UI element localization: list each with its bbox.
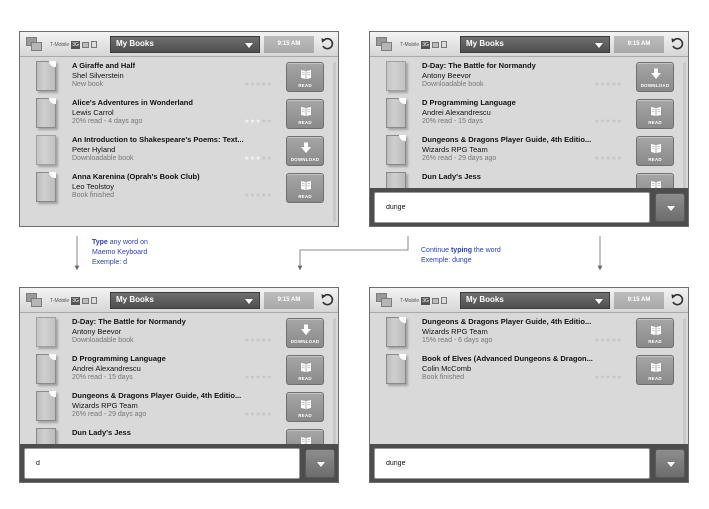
book-title: An Introduction to Shakespeare's Poems: Text... — [72, 135, 244, 144]
action-button-label: DOWNLOAD — [640, 83, 670, 88]
star-icon: ★ — [266, 193, 273, 199]
search-input[interactable] — [24, 448, 300, 479]
search-dropdown-button[interactable] — [655, 449, 685, 478]
chevron-down-icon — [595, 299, 603, 304]
book-cover — [386, 98, 406, 128]
star-icon: ★ — [244, 375, 250, 381]
volume-icon — [441, 41, 447, 48]
book-author: Leo Teolstoy — [72, 182, 114, 191]
action-button-label: READ — [298, 120, 312, 125]
task-switcher-icon[interactable] — [26, 37, 44, 52]
app-title-dropdown[interactable] — [110, 36, 260, 53]
download-button[interactable] — [286, 318, 324, 348]
status-bar — [20, 32, 338, 57]
read-button[interactable] — [636, 355, 674, 385]
scrollbar[interactable] — [333, 62, 336, 222]
book-title: A Giraffe and Half — [72, 61, 136, 70]
star-icon: ★ — [255, 338, 262, 344]
book-author: Shel Silverstein — [72, 71, 124, 80]
annotation-text: Continue — [421, 247, 451, 254]
open-book-icon — [650, 323, 662, 335]
status-bar — [370, 288, 688, 313]
clock: 9:15 AM — [614, 292, 664, 309]
star-icon: ★ — [599, 119, 606, 125]
network-icon: 3G — [422, 41, 429, 48]
book-status: Downloadable book — [422, 81, 484, 88]
rating-stars[interactable] — [244, 155, 272, 162]
clock: 9:15 AM — [264, 292, 314, 309]
rating-stars[interactable] — [244, 118, 272, 125]
book-title: D-Day: The Battle for Normandy — [422, 61, 536, 70]
search-input[interactable] — [374, 192, 650, 223]
book-cover — [36, 354, 56, 384]
battery-icon — [432, 42, 439, 48]
star-icon: ★ — [266, 338, 273, 344]
app-title-dropdown[interactable] — [460, 36, 610, 53]
star-icon: ★ — [605, 82, 612, 88]
book-author: Antony Beevor — [422, 71, 472, 80]
book-author: Antony Beevor — [72, 327, 122, 336]
search-dropdown-button[interactable] — [655, 193, 685, 222]
search-bar — [370, 444, 688, 483]
screen-initial-list — [19, 31, 339, 227]
star-icon: ★ — [599, 375, 606, 381]
read-button[interactable] — [286, 355, 324, 385]
star-icon: ★ — [266, 375, 273, 381]
star-icon: ★ — [616, 375, 623, 381]
star-icon: ★ — [605, 119, 612, 125]
star-icon: ★ — [255, 375, 262, 381]
back-arrow-icon[interactable] — [320, 293, 334, 307]
star-icon: ★ — [249, 375, 256, 381]
star-icon: ★ — [249, 82, 256, 88]
screen-search-dunge — [369, 31, 689, 227]
star-icon: ★ — [611, 82, 617, 88]
star-icon: ★ — [594, 82, 600, 88]
back-arrow-icon[interactable] — [670, 293, 684, 307]
rating-stars[interactable] — [244, 374, 272, 381]
rating-stars[interactable] — [244, 81, 272, 88]
star-icon: ★ — [594, 338, 600, 344]
star-icon: ★ — [611, 119, 617, 125]
action-button-label: DOWNLOAD — [290, 157, 320, 162]
network-icon: 3G — [72, 297, 79, 304]
star-icon: ★ — [266, 156, 273, 162]
book-title: Anna Karenina (Oprah's Book Club) — [72, 172, 200, 181]
operator-label: T-Mobile — [50, 297, 70, 304]
book-list — [20, 58, 338, 227]
star-icon: ★ — [599, 338, 606, 344]
star-icon: ★ — [244, 119, 250, 125]
operator-label: T-Mobile — [400, 41, 420, 48]
star-icon: ★ — [255, 193, 262, 199]
app-title: My Books — [116, 39, 154, 48]
star-icon: ★ — [249, 156, 256, 162]
star-icon: ★ — [616, 82, 623, 88]
book-list-item[interactable] — [20, 58, 338, 95]
chevron-down-icon — [245, 299, 253, 304]
bookmark-icon — [49, 98, 56, 104]
book-status: New book — [72, 81, 104, 88]
book-list-item[interactable] — [20, 388, 338, 425]
app-title: My Books — [466, 295, 504, 304]
book-status: 20% read - 15 days — [422, 118, 483, 125]
star-icon: ★ — [261, 375, 267, 381]
star-icon: ★ — [594, 156, 600, 162]
book-author: Colin McComb — [422, 364, 472, 373]
book-author: Wizards RPG Team — [422, 145, 488, 154]
annotation-text: Maemo Keyboard — [92, 249, 148, 256]
download-arrow-icon — [300, 323, 312, 335]
search-bar — [370, 188, 688, 227]
volume-icon — [91, 41, 97, 48]
star-icon: ★ — [244, 82, 250, 88]
app-title: My Books — [466, 39, 504, 48]
search-input[interactable] — [374, 448, 650, 479]
status-indicators[interactable] — [400, 294, 456, 307]
star-icon: ★ — [255, 412, 262, 418]
star-icon: ★ — [244, 338, 250, 344]
star-icon: ★ — [616, 338, 623, 344]
star-icon: ★ — [249, 119, 256, 125]
clock: 9:15 AM — [264, 36, 314, 53]
book-cover — [36, 61, 56, 91]
read-button[interactable] — [286, 173, 324, 203]
action-button-label: DOWNLOAD — [290, 339, 320, 344]
annotation-bold: Type — [92, 239, 108, 246]
star-icon: ★ — [249, 193, 256, 199]
star-icon: ★ — [599, 82, 606, 88]
read-button[interactable] — [636, 99, 674, 129]
search-bar — [20, 444, 338, 483]
star-icon: ★ — [255, 156, 262, 162]
book-cover — [386, 135, 406, 165]
annotation-bold: typing — [450, 247, 472, 254]
book-status: 20% read - 4 days ago — [72, 118, 143, 125]
star-icon: ★ — [599, 156, 606, 162]
action-button-label: READ — [648, 339, 662, 344]
volume-icon — [441, 297, 447, 304]
book-title: D Programming Language — [72, 354, 166, 363]
book-author: Peter Hyland — [72, 145, 116, 154]
star-icon: ★ — [266, 119, 273, 125]
star-icon: ★ — [261, 338, 267, 344]
star-icon: ★ — [605, 375, 612, 381]
clock: 9:15 AM — [614, 36, 664, 53]
read-button[interactable] — [636, 318, 674, 348]
action-button-label: READ — [298, 194, 312, 199]
action-button-label: READ — [648, 157, 662, 162]
star-icon: ★ — [616, 119, 623, 125]
read-button[interactable] — [286, 99, 324, 129]
search-dropdown-button[interactable] — [305, 449, 335, 478]
status-bar — [370, 32, 688, 57]
book-cover — [386, 61, 406, 91]
network-icon: 3G — [72, 41, 79, 48]
bookmark-icon — [49, 391, 56, 397]
star-icon: ★ — [261, 412, 267, 418]
star-icon: ★ — [244, 156, 250, 162]
star-icon: ★ — [594, 119, 600, 125]
book-title: D-Day: The Battle for Normandy — [72, 317, 186, 326]
chevron-down-icon — [667, 462, 675, 467]
book-title: Dun Lady's Jess — [422, 172, 481, 181]
book-cover — [386, 354, 406, 384]
rating-stars[interactable] — [594, 374, 622, 381]
bookmark-icon — [399, 135, 406, 141]
book-status: 15% read - 6 days ago — [422, 337, 493, 344]
rating-stars[interactable] — [594, 81, 622, 88]
book-author: Andrei Alexandrescu — [72, 364, 141, 373]
star-icon: ★ — [261, 193, 267, 199]
bookmark-icon — [49, 354, 56, 360]
operator-label: T-Mobile — [50, 41, 70, 48]
book-author: Wizards RPG Team — [72, 401, 138, 410]
screen-search-d — [19, 287, 339, 483]
bookmark-icon — [49, 172, 56, 178]
book-status: 26% read - 29 days ago — [422, 155, 497, 162]
download-button[interactable] — [286, 136, 324, 166]
annotation-step-continue — [421, 246, 501, 266]
status-indicators[interactable] — [50, 294, 106, 307]
screen-search-results — [369, 287, 689, 483]
star-icon: ★ — [616, 156, 623, 162]
action-button-label: READ — [648, 376, 662, 381]
star-icon: ★ — [244, 412, 250, 418]
action-button-label: READ — [298, 83, 312, 88]
task-switcher-icon[interactable] — [376, 293, 394, 308]
open-book-icon — [650, 360, 662, 372]
book-title: Dungeons & Dragons Player Guide, 4th Editio... — [422, 317, 592, 326]
book-status: Downloadable book — [72, 337, 134, 344]
star-icon: ★ — [266, 82, 273, 88]
star-icon: ★ — [611, 156, 617, 162]
book-title: Dungeons & Dragons Player Guide, 4th Editio... — [72, 391, 242, 400]
book-title: Dun Lady's Jess — [72, 428, 131, 437]
back-arrow-icon[interactable] — [320, 37, 334, 51]
bookmark-icon — [49, 61, 56, 67]
status-bar — [20, 288, 338, 313]
app-title: My Books — [116, 295, 154, 304]
read-button[interactable] — [636, 136, 674, 166]
book-cover — [36, 391, 56, 421]
chevron-down-icon — [667, 206, 675, 211]
rating-stars[interactable] — [594, 118, 622, 125]
open-book-icon — [300, 67, 312, 79]
read-button[interactable] — [286, 62, 324, 92]
book-title: D Programming Language — [422, 98, 516, 107]
download-arrow-icon — [650, 67, 662, 79]
book-status: Book finished — [422, 374, 465, 381]
book-author: Andrei Alexandrescu — [422, 108, 491, 117]
action-button-label: READ — [648, 120, 662, 125]
star-icon: ★ — [594, 375, 600, 381]
rating-stars[interactable] — [594, 337, 622, 344]
annotation-text: any word on — [107, 239, 148, 246]
bookmark-icon — [399, 354, 406, 360]
book-status: Downloadable book — [72, 155, 134, 162]
book-list-item[interactable] — [370, 58, 688, 95]
annotation-step-type — [92, 238, 148, 268]
book-title: Dungeons & Dragons Player Guide, 4th Editio... — [422, 135, 592, 144]
book-status: 20% read - 15 days — [72, 374, 133, 381]
book-cover — [36, 98, 56, 128]
book-author: Lewis Carrol — [72, 108, 114, 117]
book-list-item[interactable] — [370, 314, 688, 351]
chevron-down-icon — [245, 43, 253, 48]
star-icon: ★ — [249, 338, 256, 344]
open-book-icon — [300, 104, 312, 116]
book-status: Book finished — [72, 192, 115, 199]
operator-label: T-Mobile — [400, 297, 420, 304]
task-switcher-icon[interactable] — [376, 37, 394, 52]
star-icon: ★ — [611, 338, 617, 344]
star-icon: ★ — [244, 193, 250, 199]
download-arrow-icon — [300, 141, 312, 153]
battery-icon — [82, 298, 89, 304]
star-icon: ★ — [255, 82, 262, 88]
status-indicators[interactable] — [400, 38, 456, 51]
book-list-item[interactable] — [20, 95, 338, 132]
battery-icon — [432, 298, 439, 304]
book-list-item[interactable] — [370, 95, 688, 132]
star-icon: ★ — [249, 412, 256, 418]
open-book-icon — [300, 397, 312, 409]
star-icon: ★ — [261, 119, 267, 125]
book-list-item[interactable] — [20, 132, 338, 169]
open-book-icon — [650, 141, 662, 153]
rating-stars[interactable] — [594, 155, 622, 162]
download-button[interactable] — [636, 62, 674, 92]
book-author: Wizards RPG Team — [422, 327, 488, 336]
chevron-down-icon — [595, 43, 603, 48]
action-button-label: READ — [298, 376, 312, 381]
open-book-icon — [300, 360, 312, 372]
status-indicators[interactable] — [50, 38, 106, 51]
book-list-item[interactable] — [370, 132, 688, 169]
volume-icon — [91, 297, 97, 304]
book-cover — [36, 317, 56, 347]
book-list-item[interactable] — [20, 169, 338, 206]
book-title: Book of Elves (Advanced Dungeons & Dragon... — [422, 354, 593, 363]
bookmark-icon — [399, 317, 406, 323]
star-icon: ★ — [605, 156, 612, 162]
book-cover — [36, 135, 56, 165]
star-icon: ★ — [261, 82, 267, 88]
book-cover — [36, 172, 56, 202]
battery-icon — [82, 42, 89, 48]
bookmark-icon — [399, 98, 406, 104]
annotation-example: Exemple: d — [92, 259, 128, 266]
app-title-dropdown[interactable] — [110, 292, 260, 309]
star-icon: ★ — [255, 119, 262, 125]
open-book-icon — [300, 178, 312, 190]
annotation-text: the word — [471, 247, 501, 254]
chevron-down-icon — [317, 462, 325, 467]
rating-stars[interactable] — [244, 337, 272, 344]
book-cover — [386, 317, 406, 347]
action-button-label: READ — [298, 413, 312, 418]
book-status: 26% read - 29 days ago — [72, 411, 147, 418]
rating-stars[interactable] — [244, 411, 272, 418]
book-list-item[interactable] — [370, 351, 688, 388]
star-icon: ★ — [611, 375, 617, 381]
star-icon: ★ — [266, 412, 273, 418]
star-icon: ★ — [605, 338, 612, 344]
book-list-item[interactable] — [20, 314, 338, 351]
star-icon: ★ — [261, 156, 267, 162]
task-switcher-icon[interactable] — [26, 293, 44, 308]
open-book-icon — [650, 104, 662, 116]
book-title: Alice's Adventures in Wonderland — [72, 98, 193, 107]
book-list-item[interactable] — [20, 351, 338, 388]
app-title-dropdown[interactable] — [460, 292, 610, 309]
read-button[interactable] — [286, 392, 324, 422]
rating-stars[interactable] — [244, 192, 272, 199]
annotation-example: Exemple: dunge — [421, 257, 472, 264]
back-arrow-icon[interactable] — [670, 37, 684, 51]
network-icon: 3G — [422, 297, 429, 304]
